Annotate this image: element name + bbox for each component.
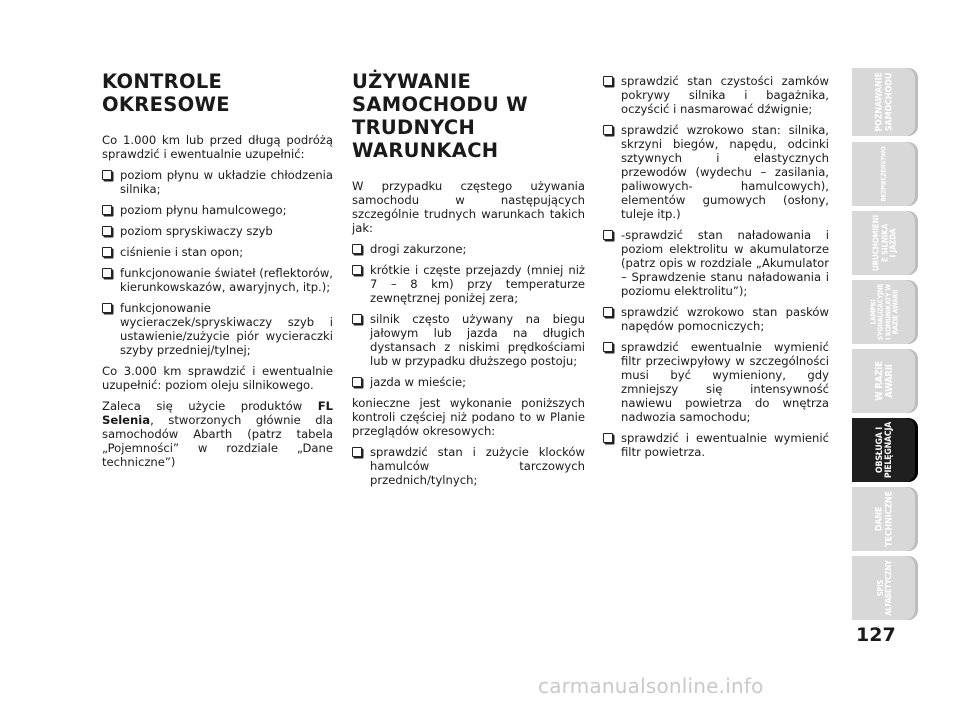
heading-periodic-checks: KONTROLE OKRESOWE <box>102 70 230 116</box>
chapter-tab[interactable] <box>852 280 918 344</box>
list-item <box>603 123 829 221</box>
list-item-text: funkcjonowanie wycieraczek/spryskiwaczy szyb i ustawienie/zużycie piór wycieraczki szyby przedniej/tylnej; <box>120 301 333 357</box>
list-item-text: poziom spryskiwaczy szyb <box>120 224 273 238</box>
list-item-text: sprawdzić wzrokowo stan pasków napędów pomocniczych; <box>621 305 829 333</box>
list-item-text: sprawdzić i ewentualnie wymienić filtr powietrza. <box>621 431 829 459</box>
heading-difficult-conditions: UŻYWANIE SAMOCHODU W TRUDNYCH WARUNKACH <box>352 70 528 162</box>
list-item <box>603 228 829 298</box>
checkbox-bullet-icon <box>102 303 112 313</box>
list-item <box>352 445 585 487</box>
products-brand: FL Selenia <box>102 399 333 427</box>
products-text-after: , stworzonych głównie dla samochodów Abarth (patrz tabela „Pojemności” w rozdziale „Dane techniczne”) <box>102 413 333 469</box>
chapter-tab[interactable] <box>852 142 918 206</box>
intro-text: W przypadku częstego używania samochodu w następujących szczególnie trudnych warunkach takich jak: <box>352 179 585 235</box>
list-item <box>603 74 829 116</box>
chapter-tab-label: OBSŁUGA I PIELĘGNACJA <box>874 421 894 479</box>
list-item <box>352 312 585 368</box>
list-item-text: poziom płynu w układzie chłodzenia silnika; <box>120 168 333 196</box>
chapter-tab[interactable] <box>852 211 918 275</box>
list-item <box>603 340 829 424</box>
list-item <box>102 203 333 217</box>
checks-list-continued <box>603 74 829 459</box>
checkbox-bullet-icon <box>603 125 613 135</box>
chapter-tab-label: LAMPKI SYGNALIZACYJNE I KOMUNIKATY W RAZIE AWARII <box>869 283 900 341</box>
chapter-tab[interactable] <box>852 418 918 482</box>
checkbox-bullet-icon <box>352 314 362 324</box>
list-item <box>352 375 585 389</box>
chapter-tab[interactable] <box>852 556 918 620</box>
chapter-tab[interactable] <box>852 349 918 413</box>
list-item <box>102 266 333 294</box>
checkbox-bullet-icon <box>603 307 613 317</box>
list-item <box>352 242 585 256</box>
checkbox-bullet-icon <box>352 447 362 457</box>
list-item-text: silnik często używany na biegu jałowym lub jazda na długich dystansach z niskimi prędkościami lub w przypadku dłuższego postoju; <box>370 312 585 368</box>
checkbox-bullet-icon <box>603 76 613 86</box>
watermark: carmanualsonline.info <box>538 674 764 698</box>
paragraph-products <box>102 399 333 469</box>
list-item <box>102 245 333 259</box>
list-item <box>352 263 585 305</box>
checklist <box>102 168 333 357</box>
list-item <box>102 168 333 196</box>
column-difficult-conditions <box>352 70 585 494</box>
list-item-text: sprawdzić ewentualnie wymienić filtr przeciwpyłowy w szczególności musi być wymieniony, gdy zmniejszy się intensywność nawiewu powietrza do wnętrza nadwozia samochodu; <box>621 340 829 424</box>
list-item-text: poziom płynu hamulcowego; <box>120 203 287 217</box>
list-item-text: funkcjonowanie świateł (reflektorów, kierunkowskazów, awaryjnych, itp.); <box>120 266 333 294</box>
chapter-tab-label: URUCHOMIENI E SILNIKA I JAZDA <box>871 215 898 271</box>
checkbox-bullet-icon <box>102 170 112 180</box>
list-item-text: drogi zakurzone; <box>370 242 467 256</box>
chapter-tab-label: POZNAWANIE SAMOCHODU <box>874 72 894 132</box>
products-text-before: Zaleca się użycie produktów <box>102 399 318 413</box>
paragraph-frequent-checks: konieczne jest wykonanie poniższych kontroli częściej niż podano to w Planie przeglądów okresowych: <box>352 396 585 438</box>
list-item-text: -sprawdzić stan naładowania i poziom elektrolitu w akumulatorze (patrz opis w rozdziale „Akumulator – Sprawdzenie stanu naładowania i poziomu elektrolitu”); <box>621 228 829 298</box>
list-item <box>603 305 829 333</box>
checkbox-bullet-icon <box>102 247 112 257</box>
chapter-tab-label: W RAZIE AWARII <box>874 361 895 401</box>
list-item-text: sprawdzić stan i zużycie klocków hamulców tarczowych przednich/tylnych; <box>370 445 585 487</box>
checkbox-bullet-icon <box>352 265 362 275</box>
list-item <box>603 431 829 459</box>
chapter-tab[interactable] <box>852 68 918 136</box>
checkbox-bullet-icon <box>603 342 613 352</box>
checkbox-bullet-icon <box>352 377 362 387</box>
checkbox-bullet-icon <box>102 226 112 236</box>
checkbox-bullet-icon <box>352 244 362 254</box>
checks-list <box>352 445 585 487</box>
list-item-text: krótkie i częste przejazdy (mniej niż 7 – 8 km) przy temperaturze zewnętrznej poniżej zera; <box>370 263 585 305</box>
column-periodic-checks <box>102 70 333 476</box>
chapter-tab[interactable] <box>852 487 918 551</box>
checkbox-bullet-icon <box>603 230 613 240</box>
list-item-text: ciśnienie i stan opon; <box>120 245 244 259</box>
list-item <box>102 301 333 357</box>
chapter-tab-label: SPIS ALFABETYCZNY <box>876 560 893 616</box>
chapter-tab-label: DANE TECHNICZNE <box>874 491 894 547</box>
list-item-text: sprawdzić stan czystości zamków pokrywy silnika i bagażnika, oczyścić i nasmarować dźwignie; <box>621 74 829 116</box>
checkbox-bullet-icon <box>102 205 112 215</box>
list-item <box>102 224 333 238</box>
list-item-text: sprawdzić wzrokowo stan: silnika, skrzyni biegów, napędu, odcinki sztywnych i elastycznych przewodów (wydechu – zasilania, paliwowych- hamulcowych), elementów gumowych (osłony, tuleje itp.) <box>621 123 829 221</box>
page-number: 127 <box>856 624 896 646</box>
intro-text: Co 1.000 km lub przed długą podróżą sprawdzić i ewentualnie uzupełnić: <box>102 133 333 161</box>
paragraph-oil: Co 3.000 km sprawdzić i ewentualnie uzupełnić: poziom oleju silnikowego. <box>102 364 333 392</box>
chapter-tab-label: BEZPIECZEŃSTWO <box>880 146 888 202</box>
checkbox-bullet-icon <box>603 433 613 443</box>
conditions-list <box>352 242 585 389</box>
list-item-text: jazda w mieście; <box>370 375 467 389</box>
column-checks-continued <box>603 74 829 466</box>
checkbox-bullet-icon <box>102 268 112 278</box>
